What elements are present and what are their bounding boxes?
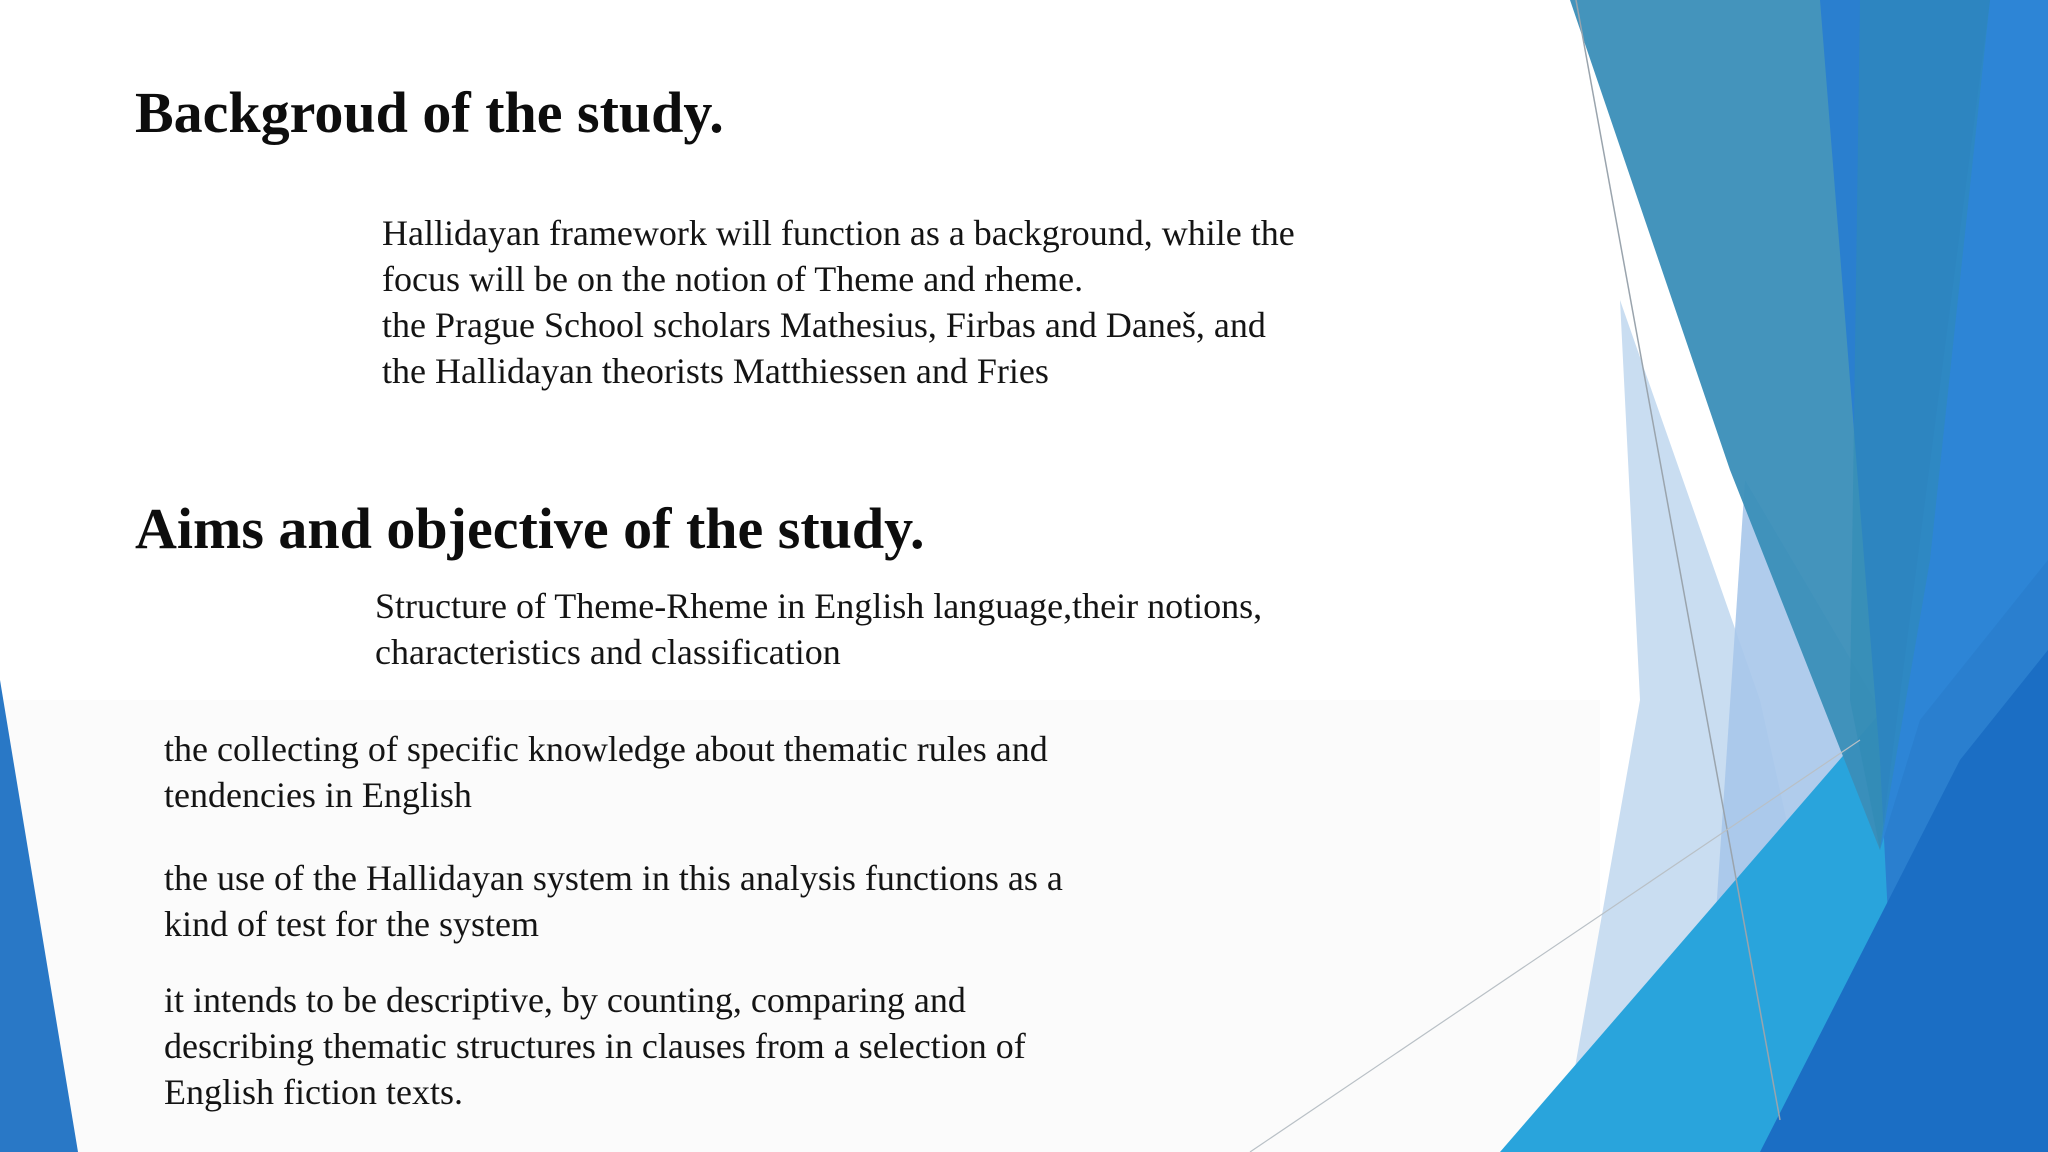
text-line: the Prague School scholars Mathesius, Firbas and Daneš, and [382,305,1266,345]
text-line: describing thematic structures in clauses from a selection of [164,1026,1026,1066]
objective-item [164,855,1063,947]
objective-item [164,977,1026,1115]
text-line: kind of test for the system [164,904,539,944]
text-line: Hallidayan framework will function as a background, while the [382,213,1295,253]
text-line: focus will be on the notion of Theme and rheme. [382,259,1084,299]
text-line: the Hallidayan theorists Matthiessen and Fries [382,351,1049,391]
text-line: characteristics and classification [375,632,841,672]
heading-background: Backgroud of the study. [135,80,724,145]
text-line: Structure of Theme-Rheme in English language,their notions, [375,586,1263,626]
objective-item [164,726,1048,818]
background-text-block [382,210,1295,394]
text-line: tendencies in English [164,775,472,815]
text-line: it intends to be descriptive, by counting, comparing and [164,980,966,1020]
text-line: English fiction texts. [164,1072,463,1112]
text-line: the use of the Hallidayan system in this analysis functions as a [164,858,1063,898]
aims-text-block [375,583,1262,675]
heading-aims: Aims and objective of the study. [135,496,925,561]
text-line: the collecting of specific knowledge about thematic rules and [164,729,1048,769]
